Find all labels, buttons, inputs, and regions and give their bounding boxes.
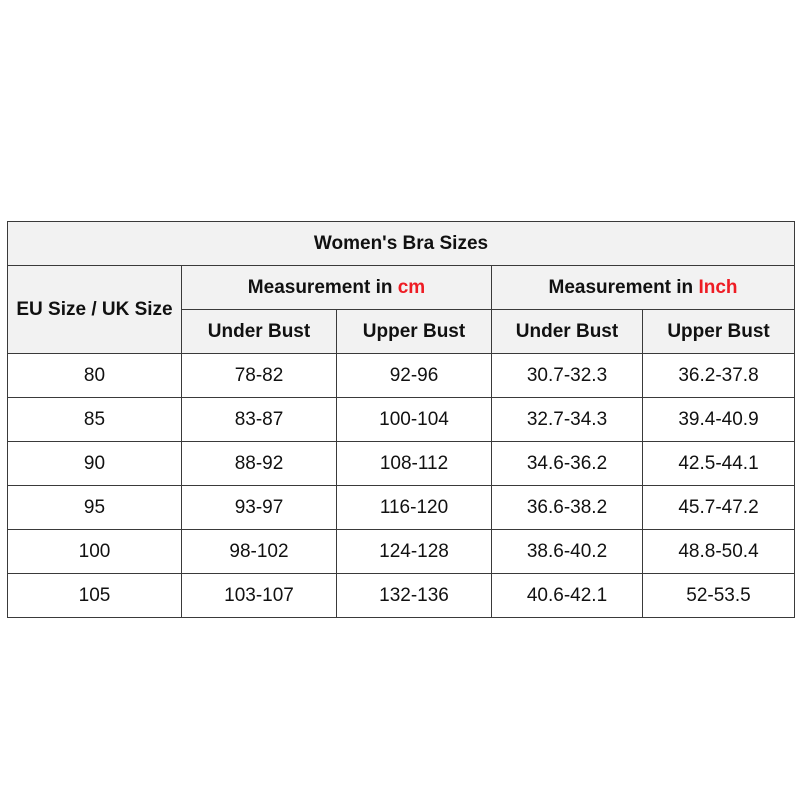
inch-upper-bust-cell: 36.2-37.8 (643, 354, 795, 398)
inch-upper-bust-cell: 48.8-50.4 (643, 530, 795, 574)
inch-under-bust-cell: 30.7-32.3 (492, 354, 643, 398)
size-cell: 100 (8, 530, 182, 574)
cm-unit-label: cm (397, 276, 426, 298)
size-cell: 85 (8, 398, 182, 442)
size-cell: 90 (8, 442, 182, 486)
cm-upper-bust-cell: 92-96 (337, 354, 492, 398)
inch-under-bust-cell: 38.6-40.2 (492, 530, 643, 574)
table-title: Women's Bra Sizes (8, 222, 795, 266)
cm-under-bust-cell: 88-92 (182, 442, 337, 486)
cm-under-bust-header: Under Bust (182, 310, 337, 354)
inch-under-bust-header: Under Bust (492, 310, 643, 354)
cm-upper-bust-header: Upper Bust (337, 310, 492, 354)
table-row (8, 530, 795, 574)
inch-unit-label: Inch (698, 276, 738, 298)
size-cell: 95 (8, 486, 182, 530)
cm-under-bust-cell: 93-97 (182, 486, 337, 530)
cm-upper-bust-cell: 100-104 (337, 398, 492, 442)
inch-upper-bust-cell: 42.5-44.1 (643, 442, 795, 486)
cm-under-bust-cell: 78-82 (182, 354, 337, 398)
cm-upper-bust-cell: 124-128 (337, 530, 492, 574)
cm-under-bust-cell: 98-102 (182, 530, 337, 574)
cm-under-bust-cell: 103-107 (182, 574, 337, 618)
cm-upper-bust-cell: 108-112 (337, 442, 492, 486)
size-chart-table (7, 221, 795, 618)
inch-under-bust-cell: 40.6-42.1 (492, 574, 643, 618)
cm-group-prefix: Measurement in (247, 276, 398, 298)
inch-upper-bust-cell: 52-53.5 (643, 574, 795, 618)
inch-under-bust-cell: 32.7-34.3 (492, 398, 643, 442)
cm-group-header (182, 266, 492, 310)
inch-upper-bust-cell: 39.4-40.9 (643, 398, 795, 442)
cm-under-bust-cell: 83-87 (182, 398, 337, 442)
table-row (8, 486, 795, 530)
inch-under-bust-cell: 34.6-36.2 (492, 442, 643, 486)
size-column-header: EU Size / UK Size (8, 266, 182, 354)
inch-group-prefix: Measurement in (548, 276, 699, 298)
inch-under-bust-cell: 36.6-38.2 (492, 486, 643, 530)
inch-upper-bust-cell: 45.7-47.2 (643, 486, 795, 530)
table-row (8, 398, 795, 442)
cm-upper-bust-cell: 132-136 (337, 574, 492, 618)
cm-upper-bust-cell: 116-120 (337, 486, 492, 530)
table-row (8, 574, 795, 618)
table-row (8, 354, 795, 398)
inch-group-header (492, 266, 795, 310)
size-cell: 105 (8, 574, 182, 618)
table-row (8, 442, 795, 486)
size-cell: 80 (8, 354, 182, 398)
inch-upper-bust-header: Upper Bust (643, 310, 795, 354)
